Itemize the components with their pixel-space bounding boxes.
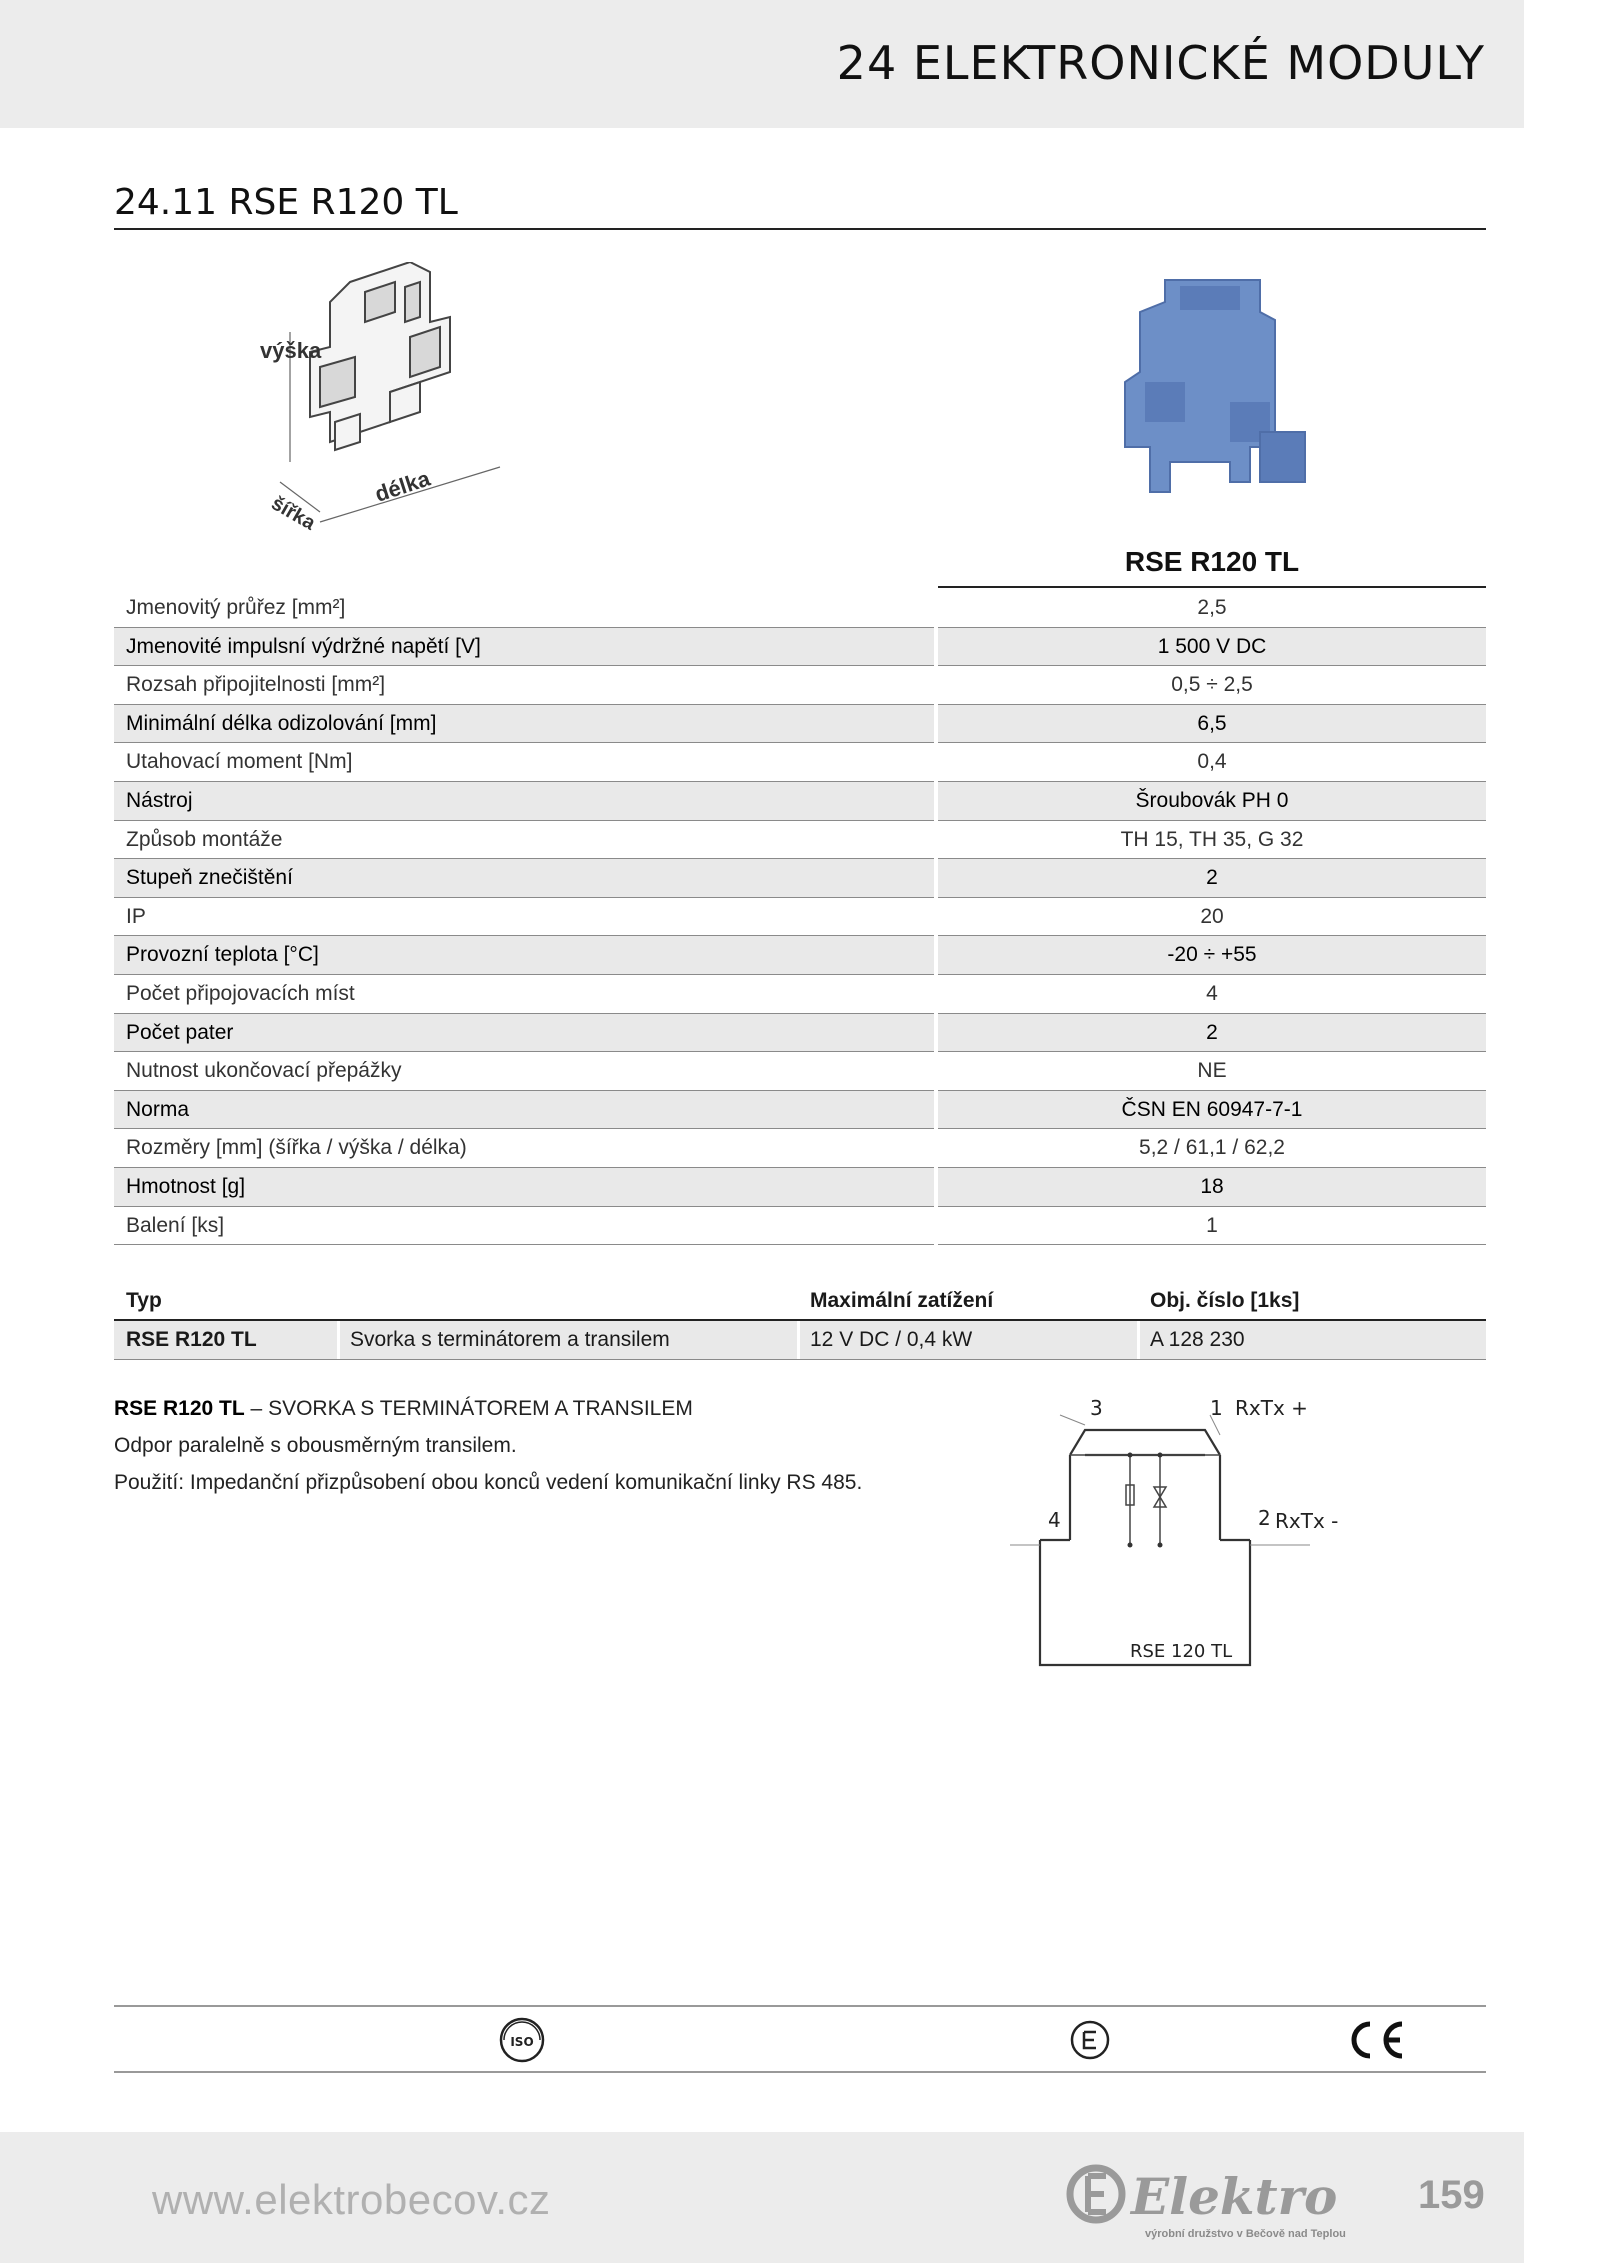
spec-row [114,1168,1486,1207]
order-header-desc [340,1283,800,1319]
product-header-rule [938,586,1486,588]
product-header: RSE R120 TL [1124,546,1300,577]
description-title [114,1390,914,1427]
spec-row [114,1207,1486,1246]
width-label: šířka [267,492,319,535]
spec-row [114,589,1486,628]
height-label: výška [260,338,322,363]
order-header-load: Maximální zatížení [810,1289,994,1312]
product-description [114,1390,914,1501]
order-load: 12 V DC / 0,4 kW [800,1321,1140,1359]
chapter-title: 24 ELEKTRONICKÉ MODULY [836,36,1485,90]
page-number: 159 [1418,2173,1485,2217]
spec-value: ČSN EN 60947-7-1 [938,1091,1486,1130]
schematic-label: RSE 120 TL [1130,1641,1233,1662]
spec-value: 1 [938,1207,1486,1246]
spec-value: 18 [938,1168,1486,1207]
spec-label: Rozsah připojitelnosti [mm²] [114,666,934,705]
pin-1-label: 1 [1210,1396,1223,1420]
brand-subtitle: výrobní družstvo v Bečově nad Teplou [1145,2228,1346,2240]
brand-wordmark: Elektro [1131,2167,1338,2226]
wiring-schematic [1010,1395,1480,1675]
website-link[interactable]: www.elektrobecov.cz [152,2176,551,2223]
order-header-type: Typ [126,1289,162,1312]
spec-value: 0,5 ÷ 2,5 [938,666,1486,705]
spec-row [114,1052,1486,1091]
order-table-row [114,1321,1486,1360]
description-title-rest: – SVORKA S TERMINÁTOREM A TRANSILEM [244,1397,693,1420]
order-header-code: Obj. číslo [1ks] [1150,1289,1300,1312]
spec-value: Šroubovák PH 0 [938,782,1486,821]
spec-label: Provozní teplota [°C] [114,936,934,975]
spec-label: Rozměry [mm] (šířka / výška / délka) [114,1129,934,1168]
spec-value: TH 15, TH 35, G 32 [938,821,1486,860]
spec-value: 2,5 [938,589,1486,628]
spec-label: Hmotnost [g] [114,1168,934,1207]
iso-icon [498,2016,546,2064]
spec-label: Počet pater [114,1014,934,1053]
spec-value: 1 500 V DC [938,628,1486,667]
spec-label: Jmenovité impulsní výdržné napětí [V] [114,628,934,667]
spec-label: Norma [114,1091,934,1130]
ce-mark-icon [1340,2016,1410,2064]
section-divider [114,228,1486,230]
spec-row [114,898,1486,937]
spec-row [114,936,1486,975]
spec-value: 5,2 / 61,1 / 62,2 [938,1129,1486,1168]
pin-3-label: 3 [1090,1396,1103,1420]
order-code: A 128 230 [1150,1328,1245,1351]
description-line-2: Použití: Impedanční přizpůsobení obou konců vedení komunikační linky RS 485. [114,1471,863,1494]
spec-label: Stupeň znečištění [114,859,934,898]
spec-value: 6,5 [938,705,1486,744]
pin-2-label: 2 [1258,1506,1271,1530]
spec-row [114,1014,1486,1053]
spec-row [114,821,1486,860]
cert-divider-bottom [114,2071,1486,2073]
svg-text:ISO: ISO [510,2035,534,2049]
cert-divider-top [114,2005,1486,2007]
product-photo [1110,272,1315,497]
pin-4-label: 4 [1048,1508,1061,1532]
spec-value: 2 [938,1014,1486,1053]
spec-row [114,705,1486,744]
spec-row [114,1129,1486,1168]
spec-value: -20 ÷ +55 [938,936,1486,975]
spec-label: Způsob montáže [114,821,934,860]
spec-table [114,589,1486,1245]
spec-value: 4 [938,975,1486,1014]
spec-label: Nástroj [114,782,934,821]
order-description: Svorka s terminátorem a transilem [340,1321,800,1359]
spec-label: Minimální délka odizolování [mm] [114,705,934,744]
dimension-drawing [260,262,530,547]
spec-value: 20 [938,898,1486,937]
order-type: RSE R120 TL [114,1321,340,1359]
spec-row [114,859,1486,898]
spec-value: NE [938,1052,1486,1091]
spec-label: Počet připojovacích míst [114,975,934,1014]
description-title-bold: RSE R120 TL [114,1397,245,1420]
order-table [114,1283,1486,1360]
spec-row [114,628,1486,667]
rxtx-minus-label: RxTx - [1275,1509,1339,1533]
spec-value: 0,4 [938,743,1486,782]
length-label: délka [371,465,434,507]
spec-row [114,743,1486,782]
section-title: 24.11 RSE R120 TL [114,182,458,223]
spec-label: Nutnost ukončovací přepážky [114,1052,934,1091]
description-line-1: Odpor paralelně s obousměrným transilem. [114,1434,517,1457]
spec-row [114,1091,1486,1130]
spec-label: IP [114,898,934,937]
spec-row [114,975,1486,1014]
order-table-header [114,1283,1486,1321]
spec-label: Utahovací moment [Nm] [114,743,934,782]
spec-value: 2 [938,859,1486,898]
ezu-icon [1066,2016,1114,2064]
spec-label: Jmenovitý průřez [mm²] [114,589,934,628]
spec-label: Balení [ks] [114,1207,934,1246]
spec-row [114,782,1486,821]
spec-row [114,666,1486,705]
rxtx-plus-label: RxTx + [1235,1396,1308,1420]
